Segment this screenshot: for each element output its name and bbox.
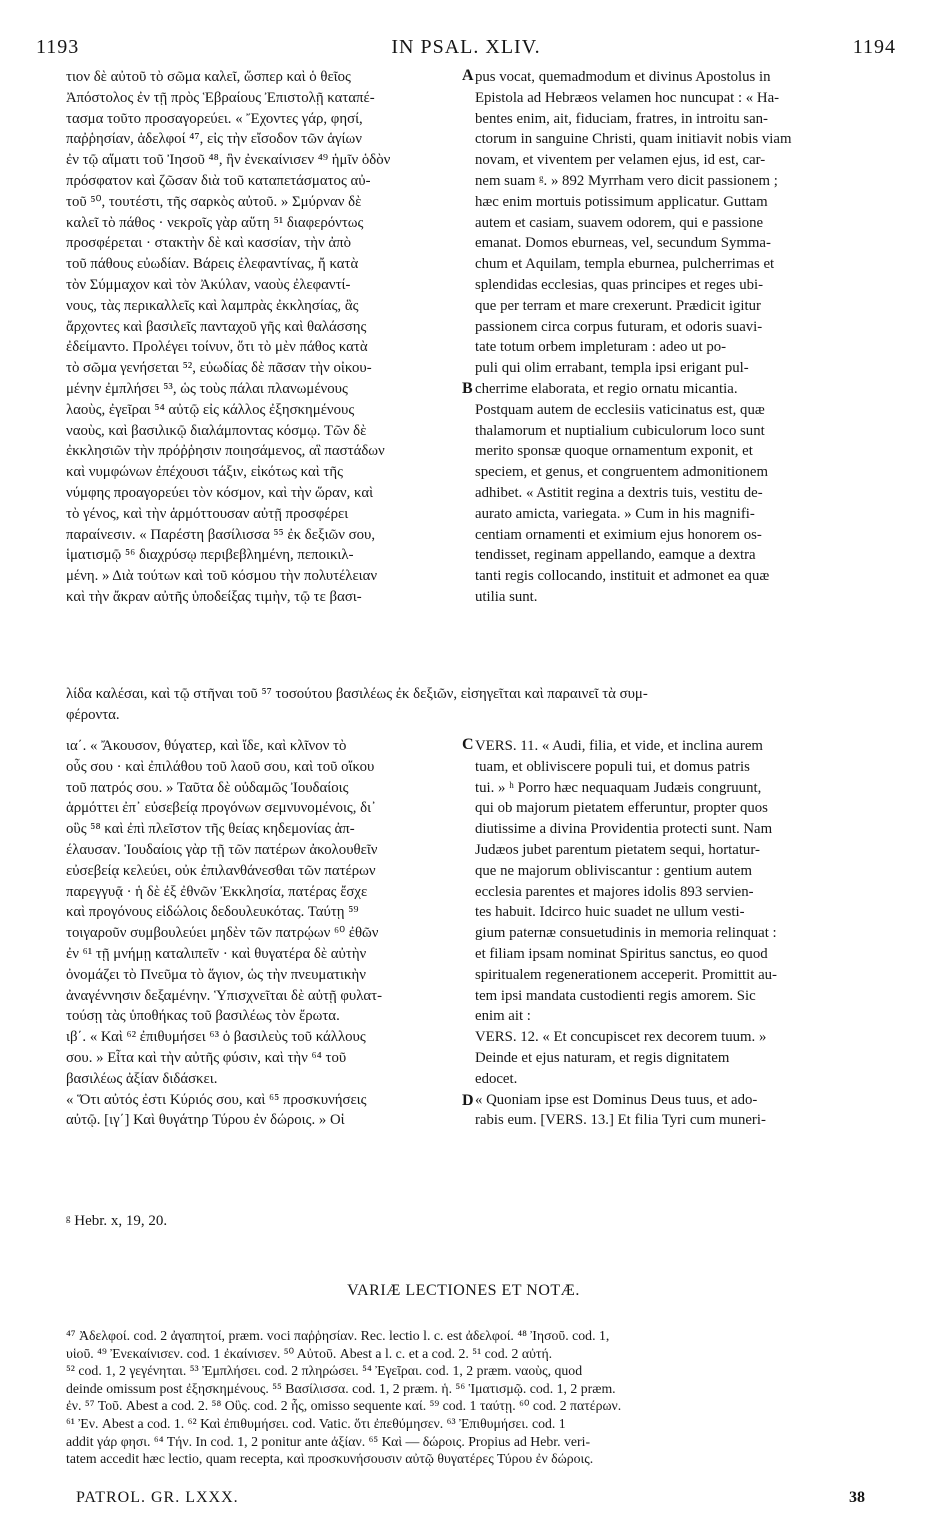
text-line: tuam, et obliviscere populi tui, et domus patris xyxy=(475,758,750,775)
text-line: τὸ σῶμα γενήσεται ⁵², εὐωδίας δὲ πᾶσαν τὴν οἰκου- xyxy=(66,360,372,377)
text-line: tendisset, reginam appellando, eamque a dextra xyxy=(475,547,756,564)
text-line: τούσῃ τὰς ὑποθήκας τοῦ βασιλέως τὸν ἔρωτα. xyxy=(66,1008,340,1025)
text-line: rabis eum. [VERS. 13.] Et filia Tyri cum muneri- xyxy=(475,1112,766,1129)
text-line: τοῦ πατρός σου. » Ταῦτα δὲ οὐδαμῶς Ἰουδαίοις xyxy=(66,779,349,796)
text-line: τιον δὲ αὐτοῦ τὸ σῶμα καλεῖ, ὥσπερ καὶ ὁ θεῖος xyxy=(66,69,351,85)
text-line: que per terram et mare crexerunt. Prædicit igitur xyxy=(475,297,761,314)
margin-letter-d: D xyxy=(462,1092,474,1109)
text-line: ecclesia parentes et majores idolis 893 servien- xyxy=(475,883,754,900)
text-line: καὶ τὴν ἄκραν αὐτῆς ὑποδείξας τιμὴν, τῷ τε βασι- xyxy=(66,588,362,605)
text-line: Postquam autem de ecclesiis vaticinatus est, quæ xyxy=(475,401,765,418)
variae-lectiones xyxy=(66,1327,895,1468)
note-line: ⁵² cod. 1, 2 γεγένηται. ⁵³ Ἐμπλήσει. cod. 2 πληρώσει. ⁵⁴ Ἐγεῖραι. cod. 1, 2 præm. ναοὺς, quod xyxy=(66,1363,583,1379)
text-line: ἐδείμαντο. Προλέγει τοίνυν, ὅτι τὸ μὲν πάθος κατὰ xyxy=(66,339,368,356)
text-line: ἐν ⁶¹ τῇ μνήμῃ καταλιπεῖν · καὶ θυγατέρα δὲ αὐτὴν xyxy=(66,945,367,962)
text-line: chum et Aquilam, templa eburnea, pulcherrimas et xyxy=(475,256,775,273)
footer-signature: PATROL. GR. LXXX. xyxy=(76,1489,239,1506)
text-line: καὶ προγόνους εἰδώλοις δεδουλευκότας. Ταύτῃ ⁵⁹ xyxy=(66,904,359,921)
text-line: ιβ΄. « Καὶ ⁶² ἐπιθυμήσει ⁶³ ὁ βασιλεὺς τοῦ κάλλους xyxy=(66,1029,366,1046)
text-line: gium paternæ consuetudinis in memoria relinquat : xyxy=(475,925,777,942)
text-line: ἱματισμῷ ⁵⁶ διαχρύσῳ περιβεβλημένη, πεποικιλ- xyxy=(66,547,354,564)
text-line: πρόσφατον καὶ ζῶσαν διὰ τοῦ καταπετάσματος αὐ- xyxy=(66,172,371,189)
text-line: « Quoniam ipse est Dominus Deus tuus, et ado- xyxy=(475,1091,758,1108)
page-header xyxy=(36,36,896,66)
text-line: hæc enim mortuis potissimum applicatur. Guttam xyxy=(475,193,768,210)
text-line: λαοὺς, ἐγεῖραι ⁵⁴ αὐτῷ εἰς κάλλος ἐξησκημένους xyxy=(66,401,355,418)
text-line: puli qui olim errabant, templa ipsi erigant pul- xyxy=(475,360,749,377)
footer-number: 38 xyxy=(849,1489,865,1506)
text-line: ἄρχοντες καὶ βασιλεῖς πανταχοῦ γῆς καὶ θαλάσσης xyxy=(66,318,367,335)
text-line: emanat. Domos eburneas, vel, secundum Symma- xyxy=(475,235,771,252)
text-line: tate totum orbem impleturam : adeo ut po- xyxy=(475,339,727,356)
text-line: cherrime elaborata, et regio ornatu micantia. xyxy=(475,380,738,397)
text-line: splendidas ecclesias, quas principes et reges ubi- xyxy=(475,276,764,293)
text-line: έλαυσαν. Ἰουδαίοις γὰρ τῇ τῶν πατέρων ἀκολουθεῖν xyxy=(66,841,378,858)
margin-letter-c: C xyxy=(462,736,474,753)
text-line: παῤῥησίαν, ἀδελφοί ⁴⁷, εἰς τὴν εἴσοδον τῶν ἁγίων xyxy=(66,131,362,148)
text-line: προσφέρεται · στακτὴν δὲ καὶ κασσίαν, τὴν ἀπὸ xyxy=(66,235,351,252)
text-line: spiritualem regenerationem acceperit. Promittit au- xyxy=(475,966,777,983)
footnote: ᵍ Hebr. x, 19, 20. xyxy=(66,1213,168,1229)
text-line: Deinde et ejus naturam, et regis dignitatem xyxy=(475,1049,730,1066)
note-line: ⁶¹ Ἐν. Abest a cod. 1. ⁶² Καὶ ἐπιθυμήσει. cod. Vatic. ὅτι ἐπεθύμησεν. ⁶³ Ἐπιθυμήσει. cod. 1 xyxy=(66,1415,566,1431)
text-line: εὐσεβείᾳ κελεύει, οὐκ ἐπιλανθάνεσθαι τῶν πατέρων xyxy=(66,862,376,879)
text-line: speciem, et genus, et congruentem admonitionem xyxy=(475,464,768,481)
text-line: τοῦ πάθους εὐωδίαν. Βάρεις ἐλεφαντίνας, ἤ κατὰ xyxy=(66,256,359,273)
text-line: ἐκκλησιῶν τὴν πρόῤῥησιν ποιησάμενος, αἳ παστάδων xyxy=(66,443,385,460)
text-line: tes habuit. Idcirco huic suadet ne ullum vesti- xyxy=(475,904,745,921)
text-line: que ne majorum obliviscantur : gentium autem xyxy=(475,862,752,879)
text-line: VERS. 12. « Et concupiscet rex decorem tuum. » xyxy=(475,1029,767,1046)
text-line: ἐν τῷ αἵματι τοῦ Ἰησοῦ ⁴⁸, ἣν ἐνεκαίνισεν ⁴⁹ ἡμῖν ὁδὸν xyxy=(66,152,391,169)
text-line: centiam ornamenti et eximium ejus honorem os- xyxy=(475,526,762,543)
text-line: Judæos jubet parentum pietatem sequi, hortatur- xyxy=(475,841,760,858)
text-line: φέροντα. xyxy=(66,706,120,723)
text-line: νύμφης προαγορεύει τὸν κόσμον, καὶ τὴν ὥραν, καὶ xyxy=(66,484,374,501)
latin-column-1 xyxy=(475,67,895,608)
text-line: Epistola ad Hebræos velamen hoc nuncupat : « Ha- xyxy=(475,89,780,106)
text-line: diutissime a divina Providentia protecti sunt. Nam xyxy=(475,821,773,838)
text-line: οὖς σου · καὶ ἐπιλάθου τοῦ λαοῦ σου, καὶ τοῦ οἴκου xyxy=(66,758,375,775)
page-number-right: 1194 xyxy=(852,36,896,58)
text-line: τασμα τοῦτο προσαγορεύει. « Ἔχοντες γάρ, φησί, xyxy=(66,110,363,127)
page-number-left: 1193 xyxy=(36,36,80,58)
text-line: tanti regis collocando, instituit et admonet ea quæ xyxy=(475,568,770,585)
text-line: οὓς ⁵⁸ καὶ ἐπὶ πλεῖστον τῆς θείας κηδεμονίας ἀπ- xyxy=(66,821,355,838)
text-line: τοιγαροῦν συμβουλεύει μηδὲν τῶν πατρῴων ⁶⁰ ἐθῶν xyxy=(66,925,379,942)
note-line: υἱοῦ. ⁴⁹ Ἐνεκαίνισεν. cod. 1 ἐκαίνισεν. ⁵⁰ Αὐτοῦ. Abest a l. c. et a cod. 2. ⁵¹ cod. 2 αὐτή. xyxy=(66,1345,553,1361)
text-line: VERS. 11. « Audi, filia, et vide, et inclina aurem xyxy=(475,738,763,754)
running-title: IN PSAL. XLIV. xyxy=(391,36,541,58)
text-line: nem suam ᵍ. » 892 Myrrham vero dicit passionem ; xyxy=(475,172,778,189)
text-line: qui ob majorum pietatem efferuntur, propter quos xyxy=(475,800,768,817)
text-line: αὐτῷ. [ιγ΄] Καὶ θυγάτηρ Τύρου ἐν δώροις. » Οἱ xyxy=(66,1112,345,1129)
page-footer xyxy=(66,1489,895,1511)
text-line: adhibet. « Astitit regina a dextris tuis, vestitu de- xyxy=(475,484,763,501)
greek-full-width xyxy=(66,684,895,726)
text-line: autem et casiam, suavem odorem, qui e passione xyxy=(475,214,764,231)
text-line: τὸ γένος, καὶ τὴν ἁρμόττουσαν αὐτῇ προσφέρει xyxy=(66,505,349,522)
text-line: σου. » Εἶτα καὶ τὴν αὐτῆς φύσιν, καὶ τὴν ⁶⁴ τοῦ xyxy=(66,1049,347,1066)
text-line: Ἀπόστολος ἐν τῇ πρὸς Ἑβραίους Ἐπιστολῇ καταπέ- xyxy=(66,89,375,106)
text-line: novam, et viventem per velamen ejus, id est, car- xyxy=(475,152,766,169)
text-line: μένη. » Διὰ τούτων καὶ τοῦ κόσμου τὴν πολυτέλειαν xyxy=(66,568,378,585)
variae-title: VARIÆ LECTIONES ET NOTÆ. xyxy=(347,1282,580,1299)
text-line: καὶ νυμφώνων ἐπέχουσι τάξιν, εἰκότως καὶ τῆς xyxy=(66,464,343,481)
text-line: bentes enim, ait, fiduciam, fratres, in introitu san- xyxy=(475,110,768,127)
text-line: τοῦ ⁵⁰, τουτέστι, τῆς σαρκὸς αὐτοῦ. » Σμύρναν δὲ xyxy=(66,193,362,210)
text-line: edocet. xyxy=(475,1070,518,1087)
greek-column-1 xyxy=(66,67,459,608)
text-line: τὸν Σύμμαχον καὶ τὸν Ἀκύλαν, ναοὺς ἐλεφαντί- xyxy=(66,276,351,293)
text-line: παρεγγυᾷ · ἡ δὲ ἐξ ἐθνῶν Ἐκκλησία, πατέρας ἔσχε xyxy=(66,883,368,900)
margin-letter-a: A xyxy=(462,67,474,84)
text-line: ἁρμόττει ἐπ᾽ εὐσεβείᾳ προγόνων σεμνυνομένοις, δι᾽ xyxy=(66,800,377,817)
text-line: ναοὺς, καὶ βασιλικῷ διαλάμποντας κόσμῳ. Τῶν δὲ xyxy=(66,422,367,439)
text-line: passionem circa corpus futuram, et odoris suavi- xyxy=(475,318,763,335)
text-line: παραίνεσιν. « Παρέστη βασίλισσα ⁵⁵ ἐκ δεξιῶν σου, xyxy=(66,526,376,543)
text-line: βασιλέως ἀξίαν διδάσκει. xyxy=(66,1070,218,1087)
note-line: deinde omissum post ἐξησκημένους. ⁵⁵ Βασίλισσα. cod. 1, 2 præm. ἡ. ⁵⁶ Ἱματισμῷ. cod. 1, 2 præm. xyxy=(66,1380,616,1396)
text-line: pus vocat, quemadmodum et divinus Apostolus in xyxy=(475,69,771,85)
text-line: ctorum in sanguine Christi, quam initiavit nobis viam xyxy=(475,131,792,148)
text-line: νους, τὰς περικαλλεῖς καὶ λαμπρὰς ἐκκλησίας, ἃς xyxy=(66,297,359,314)
text-line: λίδα καλέσαι, καὶ τῷ στῆναι τοῦ ⁵⁷ τοσούτου βασιλέως ἐκ δεξιῶν, εἰσηγεῖται καὶ παραινεῖ τὰ συμ- xyxy=(66,686,648,702)
text-line: et filiam ipsam nominat Spiritus sanctus, eo quod xyxy=(475,945,768,962)
text-line: ια΄. « Ἄκουσον, θύγατερ, καὶ ἴδε, καὶ κλῖνον τὸ xyxy=(66,738,347,754)
note-line: ⁴⁷ Ἀδελφοί. cod. 2 ἀγαπητοί, præm. voci παῤῥησίαν. Rec. lectio l. c. est ἀδελφοί. ⁴⁸ Ἰησοῦ. cod. 1, xyxy=(66,1328,610,1343)
text-line: aurato amicta, variegata. » Cum in his magnifi- xyxy=(475,505,755,522)
text-line: enim ait : xyxy=(475,1008,531,1025)
text-line: thalamorum et nuptialium cubiculorum loco sunt xyxy=(475,422,765,439)
text-line: ἀναγέννησιν δεξαμένην. Ὑπισχνεῖται δὲ αὐτῇ φυλατ- xyxy=(66,987,383,1004)
text-line: μένην ἐμπλήσει ⁵³, ὡς τοὺς πάλαι πλανωμένους xyxy=(66,380,348,397)
note-line: ἐν. ⁵⁷ Τοῦ. Abest a cod. 2. ⁵⁸ Οὓς. cod. 2 ἧς, omisso sequente καί. ⁵⁹ cod. 1 ταύτῃ. ⁶⁰ cod. 2 πατέρων. xyxy=(66,1398,622,1414)
greek-column-2 xyxy=(66,736,459,1131)
text-line: tem ipsi mandata custodienti regis amorem. Sic xyxy=(475,987,756,1004)
margin-letter-b: B xyxy=(462,380,473,397)
text-line: ὀνομάζει τὸ Πνεῦμα τὸ ἅγιον, ὡς τὴν πνευματικὴν xyxy=(66,966,366,983)
text-line: merito sponsæ quoque ornamentum exponit, et xyxy=(475,443,753,460)
note-line: addit γάρ φησι. ⁶⁴ Τήν. In cod. 1, 2 ponitur ante ἀξίαν. ⁶⁵ Καὶ — δώροις. Propius ad Hebr. veri- xyxy=(66,1433,591,1449)
note-line: tatem accedit hæc lectio, quam recepta, καὶ προσκυνήσουσιν αὐτῷ θυγατέρες Τύρου ἐν δώροις. xyxy=(66,1451,594,1467)
text-line: tui. » ʰ Porro hæc nequaquam Judæis congruunt, xyxy=(475,779,762,796)
text-line: « Ὅτι αὐτός ἐστι Κύριός σου, καὶ ⁶⁵ προσκυνήσεις xyxy=(66,1091,367,1108)
text-line: καλεῖ τὸ πάθος · νεκροῖς γὰρ αὕτη ⁵¹ διαφερόντως xyxy=(66,214,364,231)
text-line: utilia sunt. xyxy=(475,588,538,605)
latin-column-2 xyxy=(475,736,895,1131)
